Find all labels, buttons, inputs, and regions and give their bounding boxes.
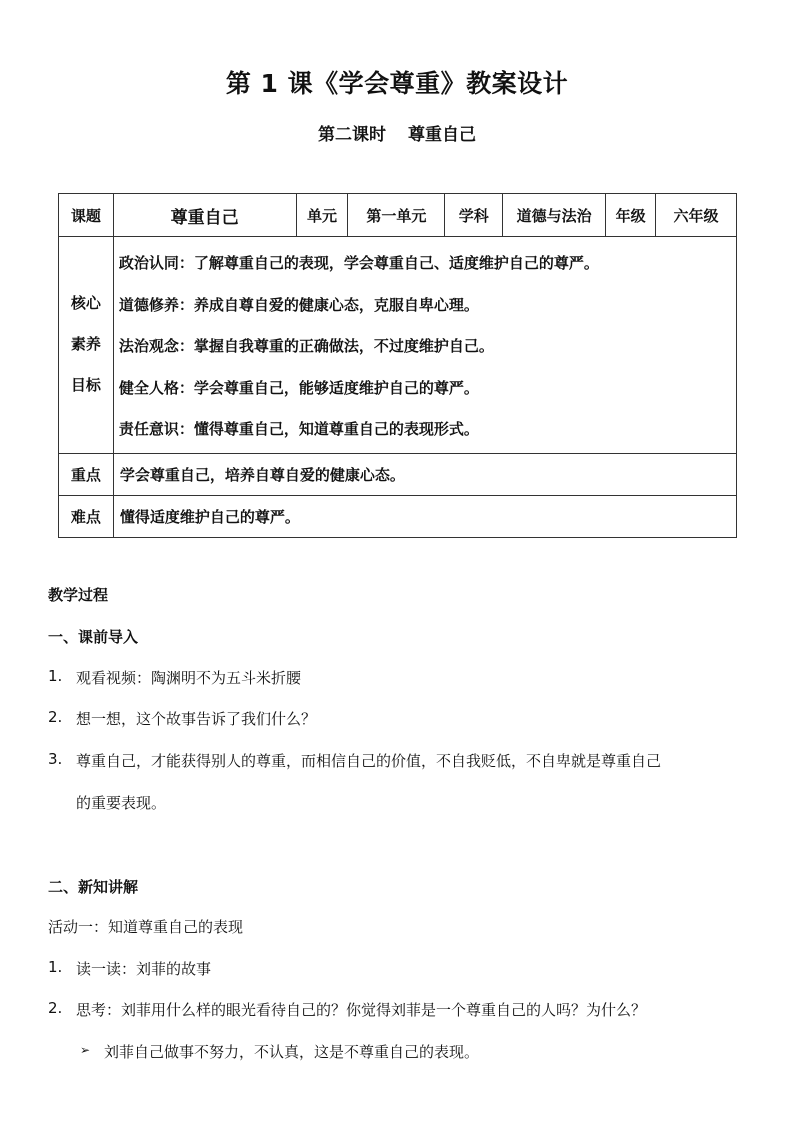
list-number: 1. (48, 958, 63, 976)
activity-title: 活动一：知道尊重自己的表现 (48, 918, 244, 936)
list-text: 思考：刘菲用什么样的眼光看待自己的？你觉得刘菲是一个尊重自己的人吗？为什么？ (76, 1001, 647, 1019)
difficulty-text: 懂得适度维护自己的尊严。 (113, 495, 736, 537)
unit-value: 第一单元 (348, 194, 445, 237)
key-point-label: 重点 (59, 453, 114, 495)
list-text: 观看视频：陶渊明不为五斗米折腰 (76, 669, 302, 687)
core-goal-line: 法治观念：掌握自我尊重的正确做法，不过度维护自己。 (118, 337, 494, 355)
key-point-row (59, 453, 737, 495)
grade-label: 年级 (606, 194, 656, 237)
difficulty-label: 难点 (59, 495, 114, 537)
list-text-continuation: 的重要表现。 (76, 794, 167, 812)
core-goals-content (113, 237, 736, 454)
list-text: 想一想，这个故事告诉了我们什么？ (76, 710, 317, 728)
core-label-line: 目标 (70, 376, 101, 395)
list-number: 3. (48, 750, 63, 768)
core-label-line: 素养 (70, 335, 101, 354)
table-header-row (59, 194, 737, 237)
section1-heading: 一、课前导入 (48, 628, 139, 646)
subtitle-topic: 尊重自己 (408, 125, 476, 145)
list-number: 2. (48, 708, 63, 726)
list-text: 读一读：刘菲的故事 (76, 960, 212, 978)
list-number: 1. (48, 667, 63, 685)
list-number: 2. (48, 999, 63, 1017)
list-text: 尊重自己，才能获得别人的尊重，而相信自己的价值，不自我贬低，不自卑就是尊重自己 (76, 752, 662, 770)
subject-value: 道德与法治 (503, 194, 606, 237)
subtitle-period: 第二课时 (318, 125, 386, 145)
process-heading: 教学过程 (48, 586, 109, 604)
lesson-plan-table (58, 193, 737, 538)
page-subtitle (0, 120, 794, 145)
core-label-line: 核心 (70, 294, 101, 313)
core-goals-label (59, 237, 114, 454)
key-point-text: 学会尊重自己，培养自尊自爱的健康心态。 (113, 453, 736, 495)
section2-heading: 二、新知讲解 (48, 878, 139, 896)
bullet-text: 刘菲自己做事不努力，不认真，这是不尊重自己的表现。 (104, 1043, 480, 1061)
grade-value: 六年级 (656, 194, 737, 237)
page-title: 第 1 课《学会尊重》教案设计 (225, 69, 569, 98)
core-goals-row (59, 237, 737, 454)
lesson-label: 课题 (59, 194, 114, 237)
core-goal-line: 责任意识：懂得尊重自己，知道尊重自己的表现形式。 (118, 420, 479, 438)
subject-label: 学科 (445, 194, 503, 237)
unit-label: 单元 (296, 194, 348, 237)
core-goal-line: 道德修养：养成自尊自爱的健康心态，克服自卑心理。 (118, 295, 479, 314)
core-goal-line: 政治认同：了解尊重自己的表现，学会尊重自己、适度维护自己的尊严。 (118, 254, 599, 272)
core-goal-line: 健全人格：学会尊重自己，能够适度维护自己的尊严。 (118, 378, 479, 397)
arrow-bullet-icon: ➢ (80, 1043, 91, 1057)
lesson-value: 尊重自己 (113, 194, 296, 237)
difficulty-row (59, 495, 737, 537)
